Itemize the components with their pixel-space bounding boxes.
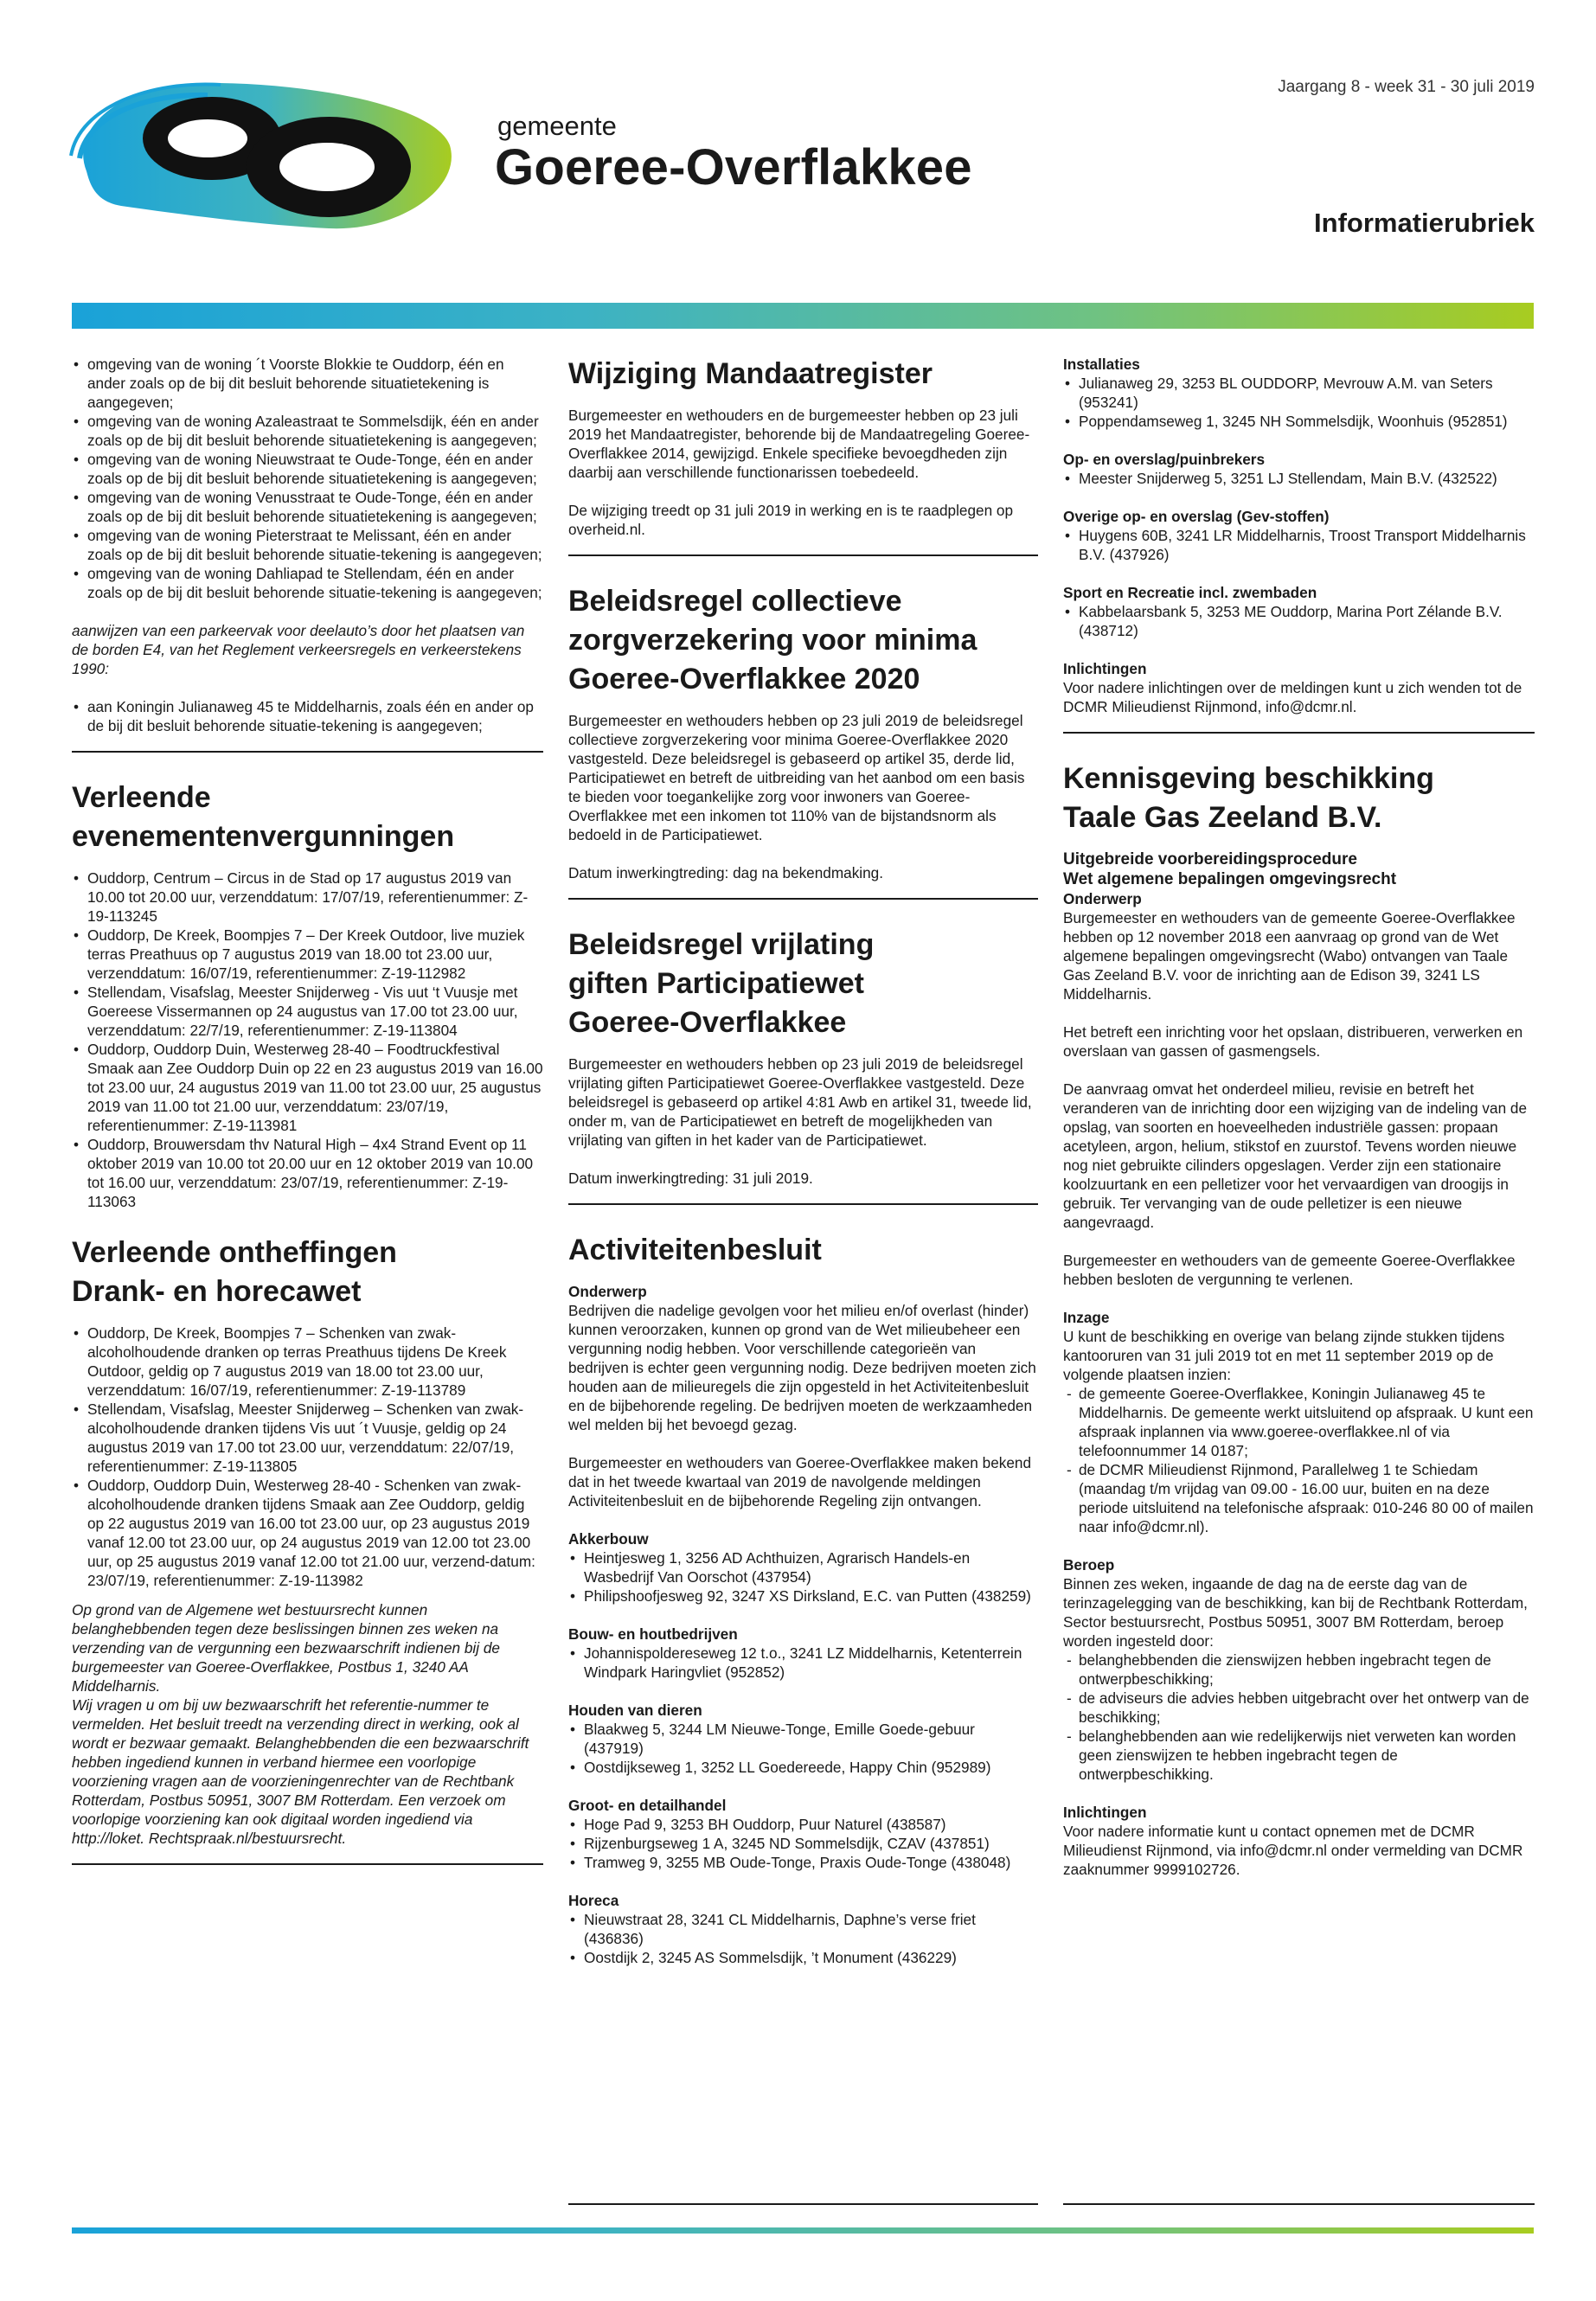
paragraph: Datum inwerkingtreding: dag na bekendmaking. xyxy=(568,864,884,881)
subheading: Installaties xyxy=(1063,356,1140,373)
paragraph: Burgemeester en wethouders en de burgemeester hebben op 23 juli 2019 het Mandaatregister, behorende bij de Mandaatregeling Goeree-Overflakkee 2014, gewijzigd. Enkele specifieke bevoegdheden zijn daarbij aan verschillende functionarissen toebedeeld. xyxy=(568,407,1030,481)
paragraph: Burgemeester en wethouders van de gemeente Goeree-Overflakkee hebben op 12 november 2018 een aanvraag op grond van de Wet algemene bepalingen omgevingsrecht (Wabo) ontvangen van Taale Gas Zeeland B.V. voor de inrichting aan de Edison 39, 3241 LS Middelharnis. xyxy=(1063,909,1516,1003)
section-title-ontheffingen: Verleende ontheffingen Drank- en horecawet xyxy=(72,1236,397,1308)
list-item: • Ouddorp, Ouddorp Duin, Westerweg 28-40 – Foodtruckfestival Smaak aan Zee Ouddorp Duin op 22 en 23 augustus 2019 van 16.00 tot 23.00 uur, 24 augustus 2019 van 11.00 tot 23.00 uur, 25 augustus 2019 van 11.00 tot 21.00 uur, verzenddatum: 23/07/19, referentienummer: Z-19-113981 xyxy=(72,1040,543,1135)
list-item: • Hoge Pad 9, 3253 BH Ouddorp, Puur Naturel (438587) xyxy=(568,1815,1038,1834)
subheading: Sport en Recreatie incl. zwembaden xyxy=(1063,584,1317,601)
divider xyxy=(1063,732,1535,734)
evenementen-list xyxy=(72,868,543,1211)
section-title-mandaat: Wijziging Mandaatregister xyxy=(568,357,933,390)
subheading: Inzage xyxy=(1063,1309,1110,1326)
header-municipality-name: Goeree-Overflakkee xyxy=(495,139,972,195)
list-item: • Julianaweg 29, 3253 BL OUDDORP, Mevrouw A.M. van Seters (953241) xyxy=(1063,374,1535,412)
list-item: • Blaakweg 5, 3244 LM Nieuwe-Tonge, Emille Goede-gebuur (437919) xyxy=(568,1720,1038,1758)
divider xyxy=(1063,2203,1535,2205)
paragraph: Bedrijven die nadelige gevolgen voor het milieu en/of overlast (hinder) kunnen veroorzaken, kunnen op grond van de Wet milieubeheer een vergunning nodig hebben. Voor verschillende categorieën van bedrijven is echter geen vergunning nodig. Deze bedrijven moeten zich houden aan de milieuregels die zijn opgesteld in het Activiteitenbesluit en de bijbehorende regeling. De bedrijven moeten de werkzaamheden wel melden bij het bevoegd gezag. xyxy=(568,1302,1036,1433)
section-title-activiteiten: Activiteitenbesluit xyxy=(568,1234,822,1266)
paragraph: Voor nadere inlichtingen over de meldingen kunt u zich wenden tot de DCMR Milieudienst Rijnmond, info@dcmr.nl. xyxy=(1063,679,1522,715)
list-item: • Rijzenburgseweg 1 A, 3245 ND Sommelsdijk, CZAV (437851) xyxy=(568,1834,1038,1853)
parkeer-intro: aanwijzen van een parkeervak voor deelauto’s door het plaatsen van de borden E4, van het Reglement verkeersregels en verkeerstekens 1990: xyxy=(72,622,525,677)
subheading: Overige op- en overslag (Gev-stoffen) xyxy=(1063,508,1330,525)
section-subtitle: Uitgebreide voorbereidingsprocedure Wet algemene bepalingen omgevingsrecht xyxy=(1063,850,1397,888)
list-item: • Oostdijkseweg 1, 3252 LL Goedereede, Happy Chin (952989) xyxy=(568,1758,1038,1777)
divider xyxy=(568,1203,1038,1205)
paragraph: De aanvraag omvat het onderdeel milieu, revisie en betreft het veranderen van de inrichting door een wijziging van de indeling van de opslag, van soorten en hoeveelheden industriële gassen: propaan acetyleen, argon, helium, stikstof en zuurstof. Tevens worden nieuwe nog niet gebruikte cilinders opgeslagen. Verder zijn een stationaire koolzuurtank en een pelletizer voor het vervaardigen van droogijs in gebruik. Ter vervanging van de oude pelletizer is een nieuwe aangevraagd. xyxy=(1063,1080,1528,1231)
subheading: Akkerbouw xyxy=(568,1530,649,1548)
list-item: • Tramweg 9, 3255 MB Oude-Tonge, Praxis Oude-Tonge (438048) xyxy=(568,1853,1038,1872)
column-3 xyxy=(1063,355,1535,1879)
subheading: Inlichtingen xyxy=(1063,660,1147,677)
subheading: Inlichtingen xyxy=(1063,1804,1147,1821)
list-item: • Heintjesweg 1, 3256 AD Achthuizen, Agrarisch Handels-en Wasbedrijf Van Oorschot (437954) xyxy=(568,1548,1038,1586)
list-item: • Huygens 60B, 3241 LR Middelharnis, Troost Transport Middelharnis B.V. (437926) xyxy=(1063,526,1535,564)
list-item: • Oostdijk 2, 3245 AS Sommelsdijk, ’t Monument (436229) xyxy=(568,1948,1038,1967)
list-item: • omgeving van de woning Venusstraat te Oude-Tonge, één en ander zoals op de bij dit besluit behorende situatietekening is aangegeven; xyxy=(72,488,543,526)
list-item: • Ouddorp, Centrum – Circus in de Stad op 17 augustus 2019 van 10.00 tot 20.00 uur, verzenddatum: 17/07/19, referentienummer: Z-19-113245 xyxy=(72,868,543,926)
bezwaar-text: Op grond van de Algemene wet bestuursrecht kunnen belanghebbenden tegen deze beslissingen binnen zes weken na verzending van de vergunning een bezwaarschrift indienen bij de burgemeester van Goeree-Overflakkee, Postbus 1, 3240 AA Middelharnis. xyxy=(72,1601,500,1695)
header-issue-info: Jaargang 8 - week 31 - 30 juli 2019 xyxy=(1278,78,1535,96)
list-item: • Ouddorp, De Kreek, Boompjes 7 – Der Kreek Outdoor, live muziek terras Preathuus op 7 augustus 2019 van 18.00 tot 23.00 uur, verzenddatum: 16/07/19, referentienummer: Z-19-112982 xyxy=(72,926,543,983)
list-item: • Ouddorp, De Kreek, Boompjes 7 – Schenken van zwak-alcoholhoudende dranken op terras Preathuus tijdens De Kreek Outdoor, geldig op 7 augustus 2019 van 18.00 tot 23.00 uur, verzenddatum: 16/07/19, referentienummer: Z-19-113789 xyxy=(72,1324,543,1400)
subheading: Op- en overslag/puinbrekers xyxy=(1063,451,1266,468)
paragraph: Binnen zes weken, ingaande de dag na de eerste dag van de terinzagelegging van de beschikking, kan bij de Rechtbank Rotterdam, Sector bestuursrecht, Postbus 50951, 3007 BM Rotterdam, beroep worden ingesteld door: xyxy=(1063,1575,1528,1650)
list-item: • Philipshoofjesweg 92, 3247 XS Dirksland, E.C. van Putten (438259) xyxy=(568,1586,1038,1606)
divider xyxy=(568,898,1038,900)
divider xyxy=(568,2203,1038,2205)
list-item: • Ouddorp, Brouwersdam thv Natural High – 4x4 Strand Event op 11 oktober 2019 van 10.00 tot 20.00 uur en 12 oktober 2019 van 10.00 tot 16.00 uur, verzenddatum: 23/07/19, referentienummer: Z-19-113063 xyxy=(72,1135,543,1211)
bottom-gradient-bar xyxy=(72,2227,1534,2234)
column-2 xyxy=(568,355,1038,1967)
paragraph: Voor nadere informatie kunt u contact opnemen met de DCMR Milieudienst Rijnmond, via info@dcmr.nl onder vermelding van DCMR zaaknummer 9999102726. xyxy=(1063,1823,1523,1878)
divider xyxy=(72,1863,543,1865)
subheading: Beroep xyxy=(1063,1556,1115,1574)
subheading: Groot- en detailhandel xyxy=(568,1797,727,1814)
subheading: Bouw- en houtbedrijven xyxy=(568,1625,738,1643)
list-item: • Ouddorp, Ouddorp Duin, Westerweg 28-40 - Schenken van zwak-alcoholhoudende dranken tijdens Smaak aan Zee Ouddorp, geldig op 22 augustus 2019 van 16.00 tot 23.00 uur, op 23 augustus 2019 vanaf 12.00 tot 23.00 uur, op 24 augustus 2019 van 12.00 tot 23.00 uur, op 25 augustus 2019 vanaf 12.00 tot 21.00 uur, verzend-datum: 23/07/19, referentienummer: Z-19-113982 xyxy=(72,1476,543,1590)
list-item: • omgeving van de woning Pieterstraat te Melissant, één en ander zoals op de bij dit besluit behorende situatie-tekening is aangegeven; xyxy=(72,526,543,564)
column-1 xyxy=(72,355,543,1891)
gemeente-logo xyxy=(69,76,458,236)
list-item: • omgeving van de woning Nieuwstraat te Oude-Tonge, één en ander zoals op de bij dit besluit behorende situatietekening is aangegeven; xyxy=(72,450,543,488)
continued-list xyxy=(72,355,543,602)
list-item: • Johannispoldereseweg 12 t.o., 3241 LZ Middelharnis, Ketenterrein Windpark Haringvliet (952852) xyxy=(568,1644,1038,1682)
paragraph: Burgemeester en wethouders van de gemeente Goeree-Overflakkee hebben besloten de vergunning te verlenen. xyxy=(1063,1252,1516,1288)
section-title-taale: Kennisgeving beschikking Taale Gas Zeeland B.V. xyxy=(1063,762,1434,834)
ontheffingen-list xyxy=(72,1324,543,1590)
section-title-giften: Beleidsregel vrijlating giften Participatiewet Goeree-Overflakkee xyxy=(568,928,875,1039)
header-rubriek: Informatierubriek xyxy=(1314,208,1535,238)
list-item: • omgeving van de woning Dahliapad te Stellendam, één en ander zoals op de bij dit besluit behorende situatie-tekening is aangegeven; xyxy=(72,564,543,602)
subheading: Horeca xyxy=(568,1892,619,1909)
list-item: - de gemeente Goeree-Overflakkee, Koningin Julianaweg 45 te Middelharnis. De gemeente werkt uitsluitend op afspraak. U kunt een afspraak inplannen via www.goeree-overflakkee.nl of via telefoonnummer 14 0187; xyxy=(1063,1384,1535,1460)
list-item: • omgeving van de woning ´t Voorste Blokkie te Ouddorp, één en ander zoals op de bij dit besluit behorende situatietekening is aangegeven; xyxy=(72,355,543,412)
bezwaar-text-2: Wij vragen u om bij uw bezwaarschrift het referentie-nummer te vermelden. Het besluit treedt na verzending direct in werking, ook al wordt er bezwaar gemaakt. Belanghebbenden die een bezwaarschrift hebben ingediend kunnen in verband hiermee een voorlopige voorziening vragen aan de voorzieningenrechter van de Rechtbank Rotterdam, Postbus 50951, 3007 BM Rotterdam. Een verzoek om voorlopige voorziening kan ook digitaal worden ingediend via http://loket. Rechtspraak.nl/bestuursrecht. xyxy=(72,1696,529,1847)
paragraph: De wijziging treedt op 31 juli 2019 in werking en is te raadplegen op overheid.nl. xyxy=(568,502,1014,538)
paragraph: Burgemeester en wethouders hebben op 23 juli 2019 de beleidsregel collectieve zorgverzekering voor minima Goeree-Overflakkee 2020 vastgesteld. Deze beleidsregel is gebaseerd op artikel 35, derde lid, Participatiewet en betreft de uitbreiding van het aanbod om een basis te bieden voor toegankelijke zorg voor inwoners van Goeree-Overflakkee met een inkomen tot 110% van de bijstandsnorm als bedoeld in de Participatiewet. xyxy=(568,712,1025,843)
list-item: • Stellendam, Visafslag, Meester Snijderweg – Schenken van zwak-alcoholhoudende dranken tijdens Vis uut ´t Vuusje, geldig op 24 augustus 2019 van 17.00 tot 23.00 uur, verzenddatum: 22/07/19, referentienummer: Z-19-113805 xyxy=(72,1400,543,1476)
paragraph: Burgemeester en wethouders van Goeree-Overflakkee maken bekend dat in het tweede kwartaal van 2019 de navolgende meldingen Activiteitenbesluit en de bijbehorende Regeling zijn ontvangen. xyxy=(568,1454,1032,1509)
list-item: - belanghebbenden aan wie redelijkerwijs niet verweten kan worden geen zienswijzen te hebben ingebracht tegen de ontwerpbeschikking. xyxy=(1063,1727,1535,1784)
list-item: • Poppendamseweg 1, 3245 NH Sommelsdijk, Woonhuis (952851) xyxy=(1063,412,1535,431)
list-item: • omgeving van de woning Azaleastraat te Sommelsdijk, één en ander zoals op de bij dit besluit behorende situatietekening is aangegeven; xyxy=(72,412,543,450)
paragraph: Burgemeester en wethouders hebben op 23 juli 2019 de beleidsregel vrijlating giften Participatiewet Goeree-Overflakkee vastgesteld. Deze beleidsregel is gebaseerd op artikel 4:81 Awb en artikel 31, tweede lid, onder m, van de Participatiewet en betreft de mogelijkheden van vrijlating van giften in het kader van de Participatiewet. xyxy=(568,1055,1032,1149)
list-item: • Stellendam, Visafslag, Meester Snijderweg - Vis uut ‘t Vuusje met Goereese Vissermannen op 24 augustus van 17.00 tot 23.00 uur, verzenddatum: 22/7/19, referentienummer: Z-19-113804 xyxy=(72,983,543,1040)
section-title-evenementen: Verleende evenementenvergunningen xyxy=(72,781,455,853)
divider xyxy=(568,554,1038,556)
subheading: Onderwerp xyxy=(568,1283,647,1300)
list-item: - de adviseurs die advies hebben uitgebracht over het ontwerp van de beschikking; xyxy=(1063,1689,1535,1727)
list-item: • Nieuwstraat 28, 3241 CL Middelharnis, Daphne’s verse friet (436836) xyxy=(568,1910,1038,1948)
paragraph: Datum inwerkingtreding: 31 juli 2019. xyxy=(568,1170,813,1187)
list-item: • aan Koningin Julianaweg 45 te Middelharnis, zoals één en ander op de bij dit besluit behorende situatie-tekening is aangegeven; xyxy=(72,697,543,735)
section-title-zorg: Beleidsregel collectieve zorgverzekering voor minima Goeree-Overflakkee 2020 xyxy=(568,585,977,695)
paragraph: U kunt de beschikking en overige van belang zijnde stukken tijdens kantooruren van 31 juli 2019 tot en met 11 september 2019 op de volgende plaatsen inzien: xyxy=(1063,1328,1505,1383)
list-item: - belanghebbenden die zienswijzen hebben ingebracht tegen de ontwerpbeschikking; xyxy=(1063,1650,1535,1689)
paragraph: Het betreft een inrichting voor het opslaan, distribueren, verwerken en overslaan van gassen of gasmengsels. xyxy=(1063,1023,1523,1060)
top-gradient-bar xyxy=(72,303,1534,329)
divider xyxy=(72,751,543,753)
subheading: Onderwerp xyxy=(1063,890,1142,907)
list-item: • Kabbelaarsbank 5, 3253 ME Ouddorp, Marina Port Zélande B.V. (438712) xyxy=(1063,602,1535,640)
list-item: - de DCMR Milieudienst Rijnmond, Parallelweg 1 te Schiedam (maandag t/m vrijdag van 09.00 - 16.00 uur, buiten en na deze periode uitsluitend na telefonische afspraak: 010-246 80 00 of mailen naar info@dcmr.nl). xyxy=(1063,1460,1535,1536)
subheading: Houden van dieren xyxy=(568,1702,702,1719)
header-gemeente: gemeente xyxy=(497,111,617,141)
list-item: • Meester Snijderweg 5, 3251 LJ Stellendam, Main B.V. (432522) xyxy=(1063,469,1535,488)
